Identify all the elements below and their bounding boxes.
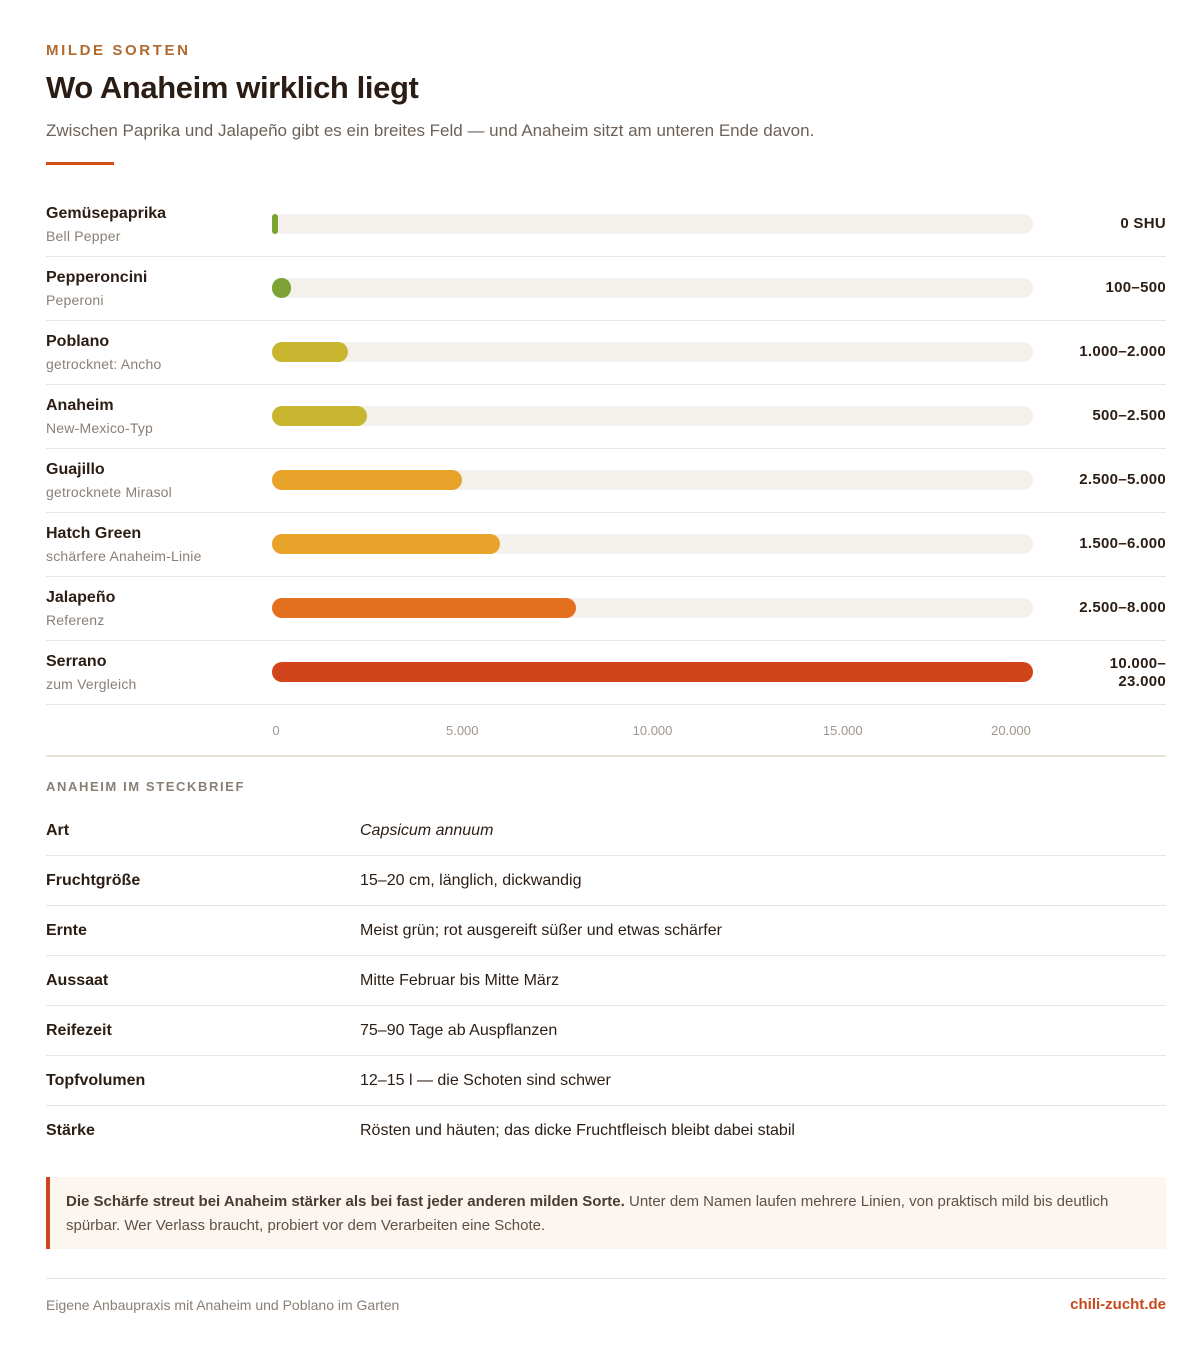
x-tick-label: 10.000 — [632, 723, 673, 738]
callout-text: Unter dem Namen laufen mehrere Linien, von praktisch mild bis deutlich spürbar. Wer Verlass braucht, probiert vor dem Verarbeiten eine Schote. — [66, 1193, 1109, 1234]
heat-bar — [272, 278, 291, 298]
callout-note — [46, 1177, 1166, 1249]
shu-value: 1.500–6.000 — [1079, 535, 1166, 552]
heat-bar — [272, 470, 462, 490]
chart-row — [46, 193, 1166, 257]
chart-row — [46, 641, 1166, 705]
shu-value: 2.500–8.000 — [1079, 599, 1166, 616]
fact-row — [46, 856, 1166, 906]
facts-table — [46, 806, 1166, 1156]
fact-row — [46, 956, 1166, 1006]
chart-row — [46, 577, 1166, 641]
bar-track — [272, 662, 1033, 682]
footer-site-link[interactable]: chili-zucht.de — [1070, 1296, 1166, 1313]
bar-track — [272, 406, 1033, 426]
variety-name: Guajillo — [46, 461, 105, 478]
x-tick-label: 0 — [272, 723, 280, 738]
variety-name: Pepperoncini — [46, 269, 148, 286]
heat-bar — [272, 406, 367, 426]
footer-divider — [46, 1278, 1166, 1279]
shu-value: 100–500 — [1105, 279, 1166, 296]
bar-track — [272, 598, 1033, 618]
variety-note: New-Mexico-Typ — [46, 420, 154, 436]
variety-note: Peperoni — [46, 292, 104, 308]
shu-value: 2.500–5.000 — [1079, 471, 1166, 488]
fact-row — [46, 1006, 1166, 1056]
fact-value: 12–15 l — die Schoten sind schwer — [360, 1072, 611, 1089]
variety-name: Serrano — [46, 653, 107, 670]
footer-source: Eigene Anbaupraxis mit Anaheim und Poblano im Garten — [46, 1297, 400, 1313]
variety-name: Jalapeño — [46, 589, 116, 606]
variety-name: Hatch Green — [46, 525, 142, 542]
variety-name: Anaheim — [46, 397, 114, 414]
heat-bar — [272, 342, 348, 362]
bar-track — [272, 214, 1033, 234]
variety-name: Poblano — [46, 333, 110, 350]
fact-key: Topfvolumen — [46, 1072, 146, 1089]
chart-row — [46, 321, 1166, 385]
page-title: Wo Anaheim wirklich liegt — [46, 70, 419, 105]
heat-bar — [272, 598, 576, 618]
fact-key: Stärke — [46, 1122, 95, 1139]
chart-row — [46, 385, 1166, 449]
fact-value: Rösten und häuten; das dicke Fruchtfleisch bleibt dabei stabil — [360, 1122, 795, 1139]
fact-row — [46, 1056, 1166, 1106]
x-tick-label: 5.000 — [445, 723, 479, 738]
fact-key: Aussaat — [46, 972, 109, 989]
variety-name: Gemüsepaprika — [46, 205, 167, 222]
x-axis — [46, 705, 1166, 745]
heat-bar — [272, 662, 1033, 682]
kicker: MILDE SORTEN — [46, 42, 191, 59]
section-divider — [46, 755, 1166, 757]
fact-row — [46, 906, 1166, 956]
heat-bar — [272, 534, 500, 554]
shu-value: 1.000–2.000 — [1079, 343, 1166, 360]
fact-key: Reifezeit — [46, 1022, 112, 1039]
variety-note: getrocknete Mirasol — [46, 484, 172, 500]
chart-row — [46, 513, 1166, 577]
bar-track — [272, 278, 1033, 298]
shu-value: 500–2.500 — [1092, 407, 1166, 424]
fact-value: 15–20 cm, länglich, dickwandig — [360, 872, 582, 889]
bar-track — [272, 342, 1033, 362]
x-tick-label: 15.000 — [822, 723, 863, 738]
fact-value: Meist grün; rot ausgereift süßer und etwas schärfer — [360, 922, 722, 939]
bar-track — [272, 470, 1033, 490]
variety-note: Bell Pepper — [46, 228, 121, 244]
x-tick-label: 20.000 — [991, 723, 1031, 738]
fact-value: Capsicum annuum — [360, 822, 494, 839]
chart-row — [46, 257, 1166, 321]
callout-strong: Die Schärfe streut bei Anaheim stärker als bei fast jeder anderen milden Sorte. — [66, 1193, 625, 1210]
fact-key: Art — [46, 822, 70, 839]
facts-section-label: ANAHEIM IM STECKBRIEF — [46, 779, 245, 794]
variety-note: Referenz — [46, 612, 105, 628]
fact-value: Mitte Februar bis Mitte März — [360, 972, 560, 989]
variety-note: getrocknet: Ancho — [46, 356, 162, 372]
variety-note: zum Vergleich — [46, 676, 137, 692]
shu-value: 0 SHU — [1120, 215, 1166, 232]
accent-rule — [46, 162, 114, 165]
fact-row — [46, 1106, 1166, 1156]
scoville-chart — [46, 193, 1166, 745]
chart-rows — [46, 193, 1166, 705]
variety-note: schärfere Anaheim-Linie — [46, 548, 202, 564]
fact-key: Fruchtgröße — [46, 872, 141, 889]
shu-value: 10.000– 23.000 — [1109, 655, 1166, 690]
fact-row — [46, 806, 1166, 856]
fact-value: 75–90 Tage ab Auspflanzen — [360, 1022, 558, 1039]
heat-bar — [272, 214, 278, 234]
fact-key: Ernte — [46, 922, 87, 939]
chart-row — [46, 449, 1166, 513]
page-subtitle: Zwischen Paprika und Jalapeño gibt es ein breites Feld — und Anaheim sitzt am unteren Ende davon. — [46, 121, 815, 140]
bar-track — [272, 534, 1033, 554]
